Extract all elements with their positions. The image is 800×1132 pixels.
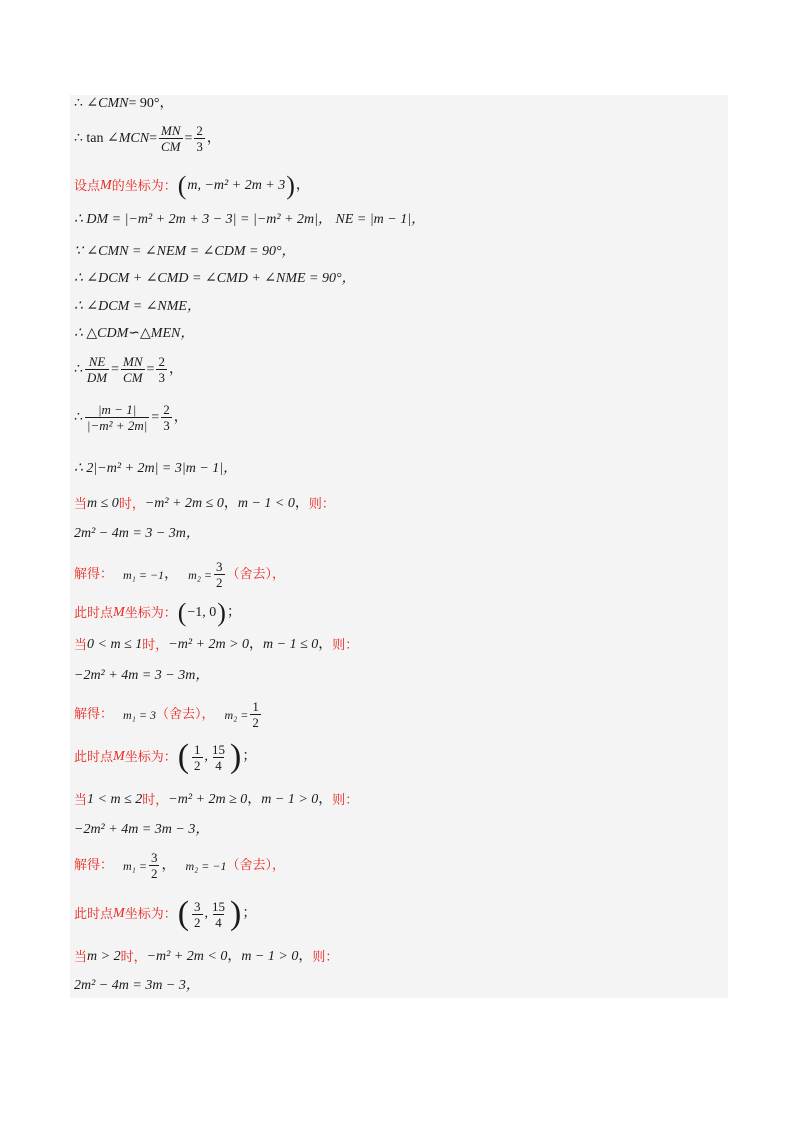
fraction: [214, 560, 225, 589]
text: 解得：: [74, 858, 114, 873]
denominator: 4: [215, 914, 222, 930]
text: 时，: [142, 637, 169, 653]
numerator: MN: [161, 123, 181, 138]
text: ∵ ∠CMN = ∠NEM = ∠CDM = 90°，: [74, 244, 296, 259]
denominator: CM: [123, 370, 143, 385]
line-case-3-solve: [74, 851, 285, 880]
text: 此时点: [74, 605, 114, 621]
line-case-3-point: [74, 897, 256, 931]
text: MCN: [118, 130, 150, 146]
text: ；: [226, 605, 241, 620]
text: ，: [318, 792, 333, 807]
text: 当: [74, 792, 88, 808]
line-case-1-equation: [74, 527, 200, 541]
text: −m² + 2m ≤ 0: [144, 496, 224, 511]
text: M: [113, 749, 125, 764]
text: ，: [294, 496, 309, 511]
text: ，: [164, 566, 179, 582]
text: ，: [173, 409, 188, 425]
text: ∴ tan ∠: [74, 130, 119, 146]
text: 设点: [74, 178, 101, 194]
text: 当: [74, 949, 88, 965]
fraction: [192, 743, 203, 772]
denominator: 2: [194, 757, 201, 773]
line-case-2: [74, 638, 358, 652]
line-case-1-solve: [74, 560, 285, 589]
fraction: [194, 124, 205, 153]
numerator: 3: [150, 850, 158, 865]
paren-close: ): [230, 738, 242, 775]
text: m − 1 ≤ 0: [263, 637, 319, 652]
text: ，: [159, 96, 174, 111]
paren-close: ): [217, 598, 226, 627]
line-tan-mcn: [74, 124, 221, 153]
text: ，: [295, 178, 310, 193]
fraction: [210, 743, 227, 772]
text: −m² + 2m < 0: [146, 949, 228, 964]
numerator: 2: [158, 354, 165, 369]
condition: 0 < m ≤ 1: [87, 637, 143, 652]
paren-open: (: [177, 171, 187, 200]
line-case-1-point: [74, 600, 241, 626]
numerator: 15: [212, 898, 226, 914]
line-case-4-equation: [74, 979, 200, 993]
line-right-angles: [74, 245, 296, 259]
denominator: 4: [215, 757, 222, 773]
text: ∴ ∠DCM + ∠CMD = ∠CMD + ∠NME = 90°，: [74, 271, 356, 286]
line-abs-equation: [74, 462, 237, 476]
numerator: MN: [123, 354, 143, 369]
text: 2m² − 4m = 3m − 3，: [74, 978, 200, 993]
text: 坐标为：: [124, 605, 177, 621]
line-case-2-equation: [74, 669, 209, 683]
fraction: [161, 403, 172, 432]
text: ∴ ∠DCM = ∠NME，: [74, 299, 201, 314]
text: ,: [204, 749, 209, 764]
text: 则：: [332, 792, 359, 808]
denominator: 2: [252, 715, 259, 730]
text: =: [151, 409, 160, 425]
denominator: CM: [161, 139, 181, 154]
denominator: 3: [163, 418, 170, 433]
text: =: [149, 130, 157, 146]
text: 坐标为：: [124, 906, 177, 922]
text: −2m² + 4m = 3m − 3，: [74, 822, 210, 837]
text: 则：: [312, 949, 339, 965]
line-angle-cmn: [74, 97, 173, 111]
fraction: [250, 700, 261, 729]
denominator: |−m² + 2m|: [86, 418, 148, 433]
numerator: NE: [88, 354, 106, 369]
text: m₂ =: [224, 707, 249, 722]
text: ；: [242, 749, 257, 764]
numerator: 3: [216, 559, 223, 574]
text: 时，: [142, 792, 169, 808]
text: ，: [298, 949, 313, 964]
denominator: 2: [150, 866, 158, 881]
text: （舍去），: [226, 858, 286, 873]
text: m₂ = −1: [185, 858, 227, 873]
line-case-3-equation: [74, 823, 209, 837]
line-similar: [74, 327, 194, 341]
text: =: [111, 361, 120, 377]
text: M: [113, 906, 125, 921]
fraction: [192, 900, 203, 929]
text: m₂ =: [188, 567, 212, 582]
text: −m² + 2m > 0: [168, 637, 250, 652]
text: ∴: [74, 361, 83, 377]
text: 当: [74, 496, 88, 512]
paren-close: ): [286, 171, 295, 200]
text: 2m² − 4m = 3 − 3m，: [74, 526, 200, 541]
line-angle-sum: [74, 272, 356, 286]
text: ∴ 2|−m² + 2m| = 3|m − 1|，: [74, 461, 238, 476]
text: 当: [74, 637, 88, 653]
text: −2m² + 4m = 3 − 3m，: [74, 668, 210, 683]
denominator: 2: [194, 914, 201, 930]
text: 时，: [118, 496, 145, 512]
text: 解得：: [74, 567, 114, 582]
line-abs-ratio: [74, 403, 188, 432]
fraction: [121, 355, 145, 384]
text: ，: [168, 361, 183, 377]
fraction: [85, 355, 109, 384]
fraction: [159, 124, 183, 153]
text: ，: [227, 949, 242, 964]
coord-expression: m, −m² + 2m + 3: [187, 178, 286, 193]
paren-close: ): [230, 895, 242, 932]
text: 则：: [332, 637, 359, 653]
denominator: 2: [216, 575, 223, 590]
condition: m ≤ 0: [87, 496, 119, 511]
text: m₁ = −1: [123, 567, 165, 582]
denominator: DM: [86, 370, 108, 385]
line-case-2-solve: [74, 700, 263, 729]
text: ∴ △CDM∽△MEN，: [74, 326, 195, 341]
text: ，: [249, 637, 264, 652]
text: 解得：: [74, 707, 114, 722]
text: = 90°: [128, 96, 160, 111]
condition: m > 2: [87, 949, 121, 964]
text: ，: [161, 857, 176, 873]
numerator: 1: [194, 741, 201, 757]
text: 此时点: [74, 749, 114, 765]
text: ，: [223, 496, 238, 511]
numerator: 15: [212, 741, 226, 757]
text: ；: [242, 906, 257, 921]
numerator: 2: [196, 123, 203, 138]
text: （舍去），: [226, 567, 286, 582]
text: ∴ DM = |−m² + 2m + 3 − 3| = |−m² + 2m|， NE = |m − 1|，: [74, 212, 426, 227]
denominator: 3: [158, 370, 165, 385]
numerator: |m − 1|: [97, 402, 137, 417]
text: =: [184, 130, 193, 146]
text: （舍去），: [155, 707, 215, 722]
paren-open: (: [177, 895, 190, 932]
line-case-3: [74, 793, 358, 807]
numerator: 3: [194, 898, 201, 914]
text: m − 1 > 0: [261, 792, 319, 807]
text: =: [146, 361, 155, 377]
paren-open: (: [177, 738, 190, 775]
text: 时，: [120, 949, 147, 965]
line-case-2-point: [74, 740, 256, 774]
numerator: 1: [252, 699, 259, 714]
text: m − 1 > 0: [241, 949, 299, 964]
text: CMN: [98, 96, 129, 111]
text: m₁ = 3: [123, 707, 156, 722]
text: m − 1 < 0: [237, 496, 295, 511]
line-angle-equal: [74, 300, 201, 314]
text: ，: [206, 130, 221, 146]
text: ，: [247, 792, 262, 807]
text: 坐标为：: [124, 749, 177, 765]
paren-open: (: [177, 598, 187, 627]
fraction: [149, 851, 160, 880]
text: M: [113, 605, 125, 620]
text: ∴: [74, 409, 83, 425]
line-case-1: [74, 497, 335, 511]
fraction: [85, 403, 149, 432]
text: −m² + 2m ≥ 0: [168, 792, 248, 807]
text: m₁ =: [123, 858, 147, 873]
coord: −1, 0: [187, 605, 217, 620]
line-case-4: [74, 950, 338, 964]
line-ratio: [74, 355, 183, 384]
fraction: [210, 900, 227, 929]
text: ∴ ∠: [74, 96, 99, 111]
line-dm-ne: [74, 213, 425, 227]
fraction: [156, 355, 167, 384]
text: 此时点: [74, 906, 114, 922]
condition: 1 < m ≤ 2: [87, 792, 143, 807]
line-set-point-m: [74, 173, 310, 199]
text: M: [100, 178, 112, 193]
text: 则：: [308, 496, 335, 512]
denominator: 3: [196, 139, 203, 154]
text: ，: [318, 637, 333, 652]
numerator: 2: [163, 402, 170, 417]
text: 的坐标为：: [111, 178, 177, 194]
text: ,: [204, 906, 209, 921]
